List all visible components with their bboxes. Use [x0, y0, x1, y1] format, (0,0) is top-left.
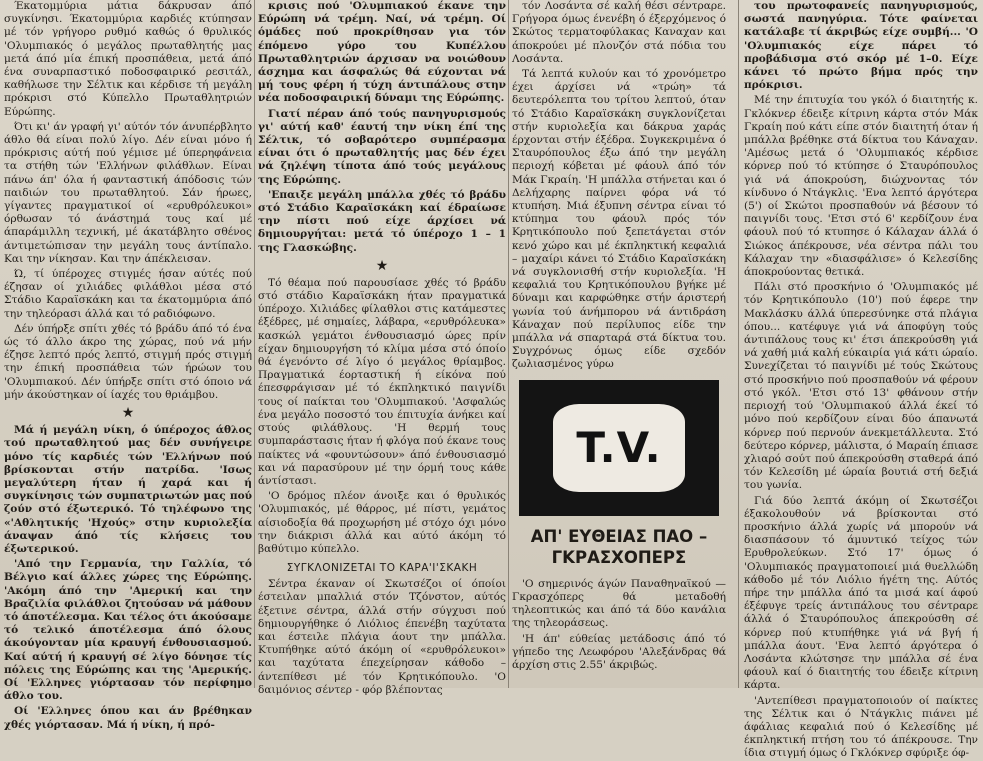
section-subheading: ΣΥΓΚΛΟΝΙΖΕΤΑΙ ΤΟ ΚΑΡΑ'Ι'ΣΚΑΚΗ: [286, 562, 478, 575]
column-4-paragraph: Μέ την έπιτυχία του γκόλ ό διαιτητής κ. Γκλόκνερ έδειξε κίτρινη κάρτα στόν Μάκ Γκραίη πού κάτι είπε στόν διαιτητή όταν ή μπάλλα βρέθηκε στά δίκτυα του Κάναχαν. 'Αμέσως μετά ό 'Ολυμπιακός κέρδισε κόρνερ πού τό κτύπησε ό Σταυρόπουλος γιά νά άποκρούση, διώχνοντας τόν κίνδυνο ό Ντάγκλις. 'Ενα λεπτό άργότερα (5') οί Σκώτοι προσπαθούν νά βέσουν τό παιγνίδι τους. 'Ετσι στό 6' κερδίζουν ένα φάουλ πού τό κτυπησε ό Κάλαχαν άλλά ό Σιώκος άπέκρουσε, νέα σέντρα πάλι του Κάλαχαν την «διασφάλισε» ό Κελεσίδης άποκρούοντας θετικά.: [744, 94, 978, 279]
column-1-paragraph: Ότι κι' άν γραφή γι' αύτόν τόν άνυπέρβλητο άθλο θά είναι πολύ λίγο. Δέν είναι μόνο ή πρόκρισις αύτή πού γέμισε μέ ύπερηφάνεια τα στήθη τών 'Ελλήνων φιλάθλων. Είναι πάνω άπ' όλα ή φανταστική άπόδοσις τών παιδιών του πρωταθλητού. Σάν ήρωες, γίγαντες πραγματικοί οί «ερυθρόλευκοι» όρθωσαν τό άνάστημά τους καί μέ άπαράμιλλη τεχνική, μέ άκατάβλητο σθένος άντιμετώπισαν την μεγάλη τους άντίπαλο. Και την νίκησαν. Και την άπέκλεισαν.: [4, 120, 252, 265]
column-3-paragraph: 'Ο σημερινός άγών Παναθηναϊκού — Γκρασχόπερς θά μεταδοθή τηλεοπτικώς και άπό τά δύο κανάλια της τηλεοράσεως.: [512, 577, 726, 630]
column-1-paragraph: Ώ, τί ύπέροχες στιγμές ήσαν αύτές πού έζησαν οί χιλιάδες φιλάθλοι μέσα στό Στάδιο Καραϊσκάκη και τα έκατομμύρια άπό την τηλεόρασι άλλά και τό ραδιόφωνο.: [4, 268, 252, 320]
star-separator: ★: [375, 257, 389, 274]
column-1-paragraph: Μά ή μεγάλη νίκη, ό ύπέροχος άθλος τού πρωταθλητού μας δέν συνήγειρε μόνο τίς καρδιές τών 'Ελλήνων πού βρίσκονται στήν πατρίδα. 'Ισως μεγαλύτερη ήταν ή χαρά και ή συγκίνησις τών συμπατριωτών μας πού ζούν στό έξωτερικό. Τό τηλέφωνο της «'Αθλητικής 'Ηχούς» στην κυριολεξία άναψαν άπό τίς κλήσεις του έξωτερικού.: [4, 424, 252, 555]
column-4-paragraph: Πάλι στό προσκήνιο ό 'Ολυμπιακός μέ τόν Κρητικόπουλο (10') πού έφερε την Μακλάσκυ άλλά ύπερεσύνηκε στά πλάγια όπου... κατέφυγε γιά νά άποφύγη τούς άντιπάλους τους κι' έτσι άπεκρούσθη γιά νά χαθή μιά καλή εύκαιρία γιά κάτι ώραίο. Συνεχίζεται τό παιγνίδι μέ τούς Σκώτους στό προσκήνιο πού προσπαθούν νά φέρουν στό γκόλ. 'Ετσι στό 13' φθάνουν στήν περιοχή τού 'Ολυμπιακού άλλά έκεί τό μόνο πού κερδίζουν είναι δύο άπανωτά κόρνερ πού περνούν άνεκμετάλλευτα. Στό δεύτερο κόρνερ, μάλιστα, ό Μαραίη έπιασε χλιαρό σούτ πού άπεκρούσθη σταθερά άπό τόν Κελεσίδη μέ ώραία βουτιά στή δεξιά του γωνία.: [744, 281, 978, 492]
tv-box: [519, 380, 719, 516]
column-2-paragraph: κρισις πού 'Ολυμπιακού έκανε την Εύρώπη νά τρέμη. Ναί, νά τρέμη. Οί όμάδες πού προκρίθησαν για τόν έπόμενο γύρο του Κυπέλλου Πρωταθλητριών άρχισαν να νοιώθουν άσχημα και άσφαλώς θά εύχονται νά μή τους φέρη ή τύχη άντιπάλους στην νέα ποδοσφαιρική δύναμι της Εύρώπης.: [258, 0, 506, 105]
tv-headline: ΑΠ' ΕΥΘΕΙΑΣ ΠΑΟ – ΓΚΡΑΣΧΟΠΕΡΣ: [530, 526, 708, 567]
column-3: [512, 0, 726, 688]
tv-screen-icon: [553, 404, 685, 492]
column-2-paragraph: Σέντρα έκαναν οί Σκωτσέζοι οί όποίοι έστειλαν μπαλλιά στόν Τζόνστον, αύτός έξετινε σέντρα, άλλά στήν σύγχυσι πού δημιουργήθηκε ό Λιόλιος έπενέβη ταχύτατα και έστειλε πλάγια άουτ την μπάλλα. Κτυπήθηκε αύτό άκόμη οί «ερυθρόλευκοι» και ταχύτατα έπεχείρησαν κάθοδο – άντεπίθεσι μέ τόν Κρητικόπουλο. 'Ο δαιμόνιος σέντερ - φόρ βλέποντας: [258, 578, 506, 696]
column-1-paragraph: 'Από την Γερμανία, την Γαλλία, τό Βέλγιο καί άλλες χώρες της Εύρώπης. 'Ακόμη άπό την 'Αμερική και την Βραζιλία φιλάθλοι ζητούσαν νά μάθουν τό άποτέλεσμα. Και τέλος ότι άκούσαμε τό τελικό άποτέλεσμα άπό όλους άκούγονταν μία κραυγή ένθουσιασμού. Καί αύτή ή κραυγή σέ λίγο δόνησε τίς πόλεις της Εύρώπης και της 'Αμερικής. Οί 'Ελληνες γιόρτασαν τόν περίφημο άθλο του.: [4, 558, 252, 703]
column-2-paragraph: Τό θέαμα πού παρουσίασε χθές τό βράδυ στό στάδιο Καραϊσκάκη ήταν πραγματικά ύπέροχο. Χιλιάδες φίλαθλοι στις κατάμεστες έξέδρες, μέ σημαίες, λάβαρα, «ερυθρόλευκα» κασκώλ γεμάτοι ένθουσιασμό ώρες πρίν είχαν δημιουργήση τό κλίμα μέσα στό όποίο θά έγενόντο σέ λίγο ό μεγάλος θρίαμβος. Πραγματικά έορταστική ή είκόνα πού έπεσφράγισαν μέ τό έκπληκτικό παιγνίδι τους οί παίκται του 'Ολυμπιακού. 'Ασφαλώς ένα μεγάλο ποσοστό του έπιτυχία άνήκει καί στούς φιλάθλους. 'Η θερμή τους συμπαράστασις ήταν ή φλόγα πού έκανε τους παίκτες νά «φουντώσουν» άπό ένθουσιασμό και νά παρασύρουν μέ την όρμή τους κάθε άντίστασι.: [258, 276, 506, 487]
column-1-paragraph: Δέν ύπήρξε σπίτι χθές τό βράδυ άπό τό ένα ώς τό άλλο άκρο της χώρας, πού νά μήν έζησε λεπτό πρός λεπτό, στιγμή πρός στιγμή την έπική προσπάθεια τών ήρώων του 'Ολυμπιακού. Δέν ύπήρξε σπίτι στό όποιο νά μήν άκούστηκαν οί ίαχές του θριάμβου.: [4, 322, 252, 401]
column-1-paragraph: Έκατομμύρια μάτια δάκρυσαν άπό συγκίνησι. Έκατομμύρια καρδιές κτύπησαν μέ τόν γρήγορο ρυθμό καθώς ό θρυλικός 'Ολυμπιακός ό μεγάλος πρωταθλητής μας μετά άπό μία έπική προσπάθεια, μετά άπό ένα συναρπαστικό ποδοσφαιρικό ρεσιτάλ, καθήλωσε την Σέλτικ και κέρδισε τή μεγάλη πρόκρισι στό Κύπελλο Πρωταθλητριών Εύρώπης.: [4, 0, 252, 118]
column-2: [258, 0, 506, 696]
column-1-paragraph: Οί 'Ελληνες όπου και άν βρέθηκαν χθές γιόρτασαν. Μά ή νίκη, ή πρό-: [4, 705, 252, 731]
column-4: [744, 0, 978, 760]
column-divider: [254, 0, 255, 688]
column-4-paragraph: του πρωτοφανείς πανηγυρισμούς, σωστά πανηγύρια. Τότε φαίνεται κατάλαβε τί άκριβώς είχε συμβή... 'Ο 'Ολυμπιακός είχε πάρει τό προβάδισμα στό σκόρ μέ 1–0. Είχε κάνει τό πρώτο βήμα πρός την πρόκρισι.: [744, 0, 978, 92]
column-1: [4, 0, 252, 731]
column-2-paragraph: Γιατί πέραν άπό τούς πανηγυρισμούς γι' αύτή καθ' έαυτή την νίκη έπί της Σέλτικ, τό σοβαρότερο συμπέρασμα είναι ότι ό πρωταθλητής μας δέν έχει νά ζηλέψη τίποτα άπό τούς μεγάλους της Εύρώπης.: [258, 107, 506, 186]
column-2-paragraph: 'Επαιξε μεγάλη μπάλλα χθές τό βράδυ στό Στάδιο Καραϊσκάκη καί έδραίωσε την πίστι πού είχε άρχίσει νά δημιουργήται: μετά τό ύπέροχο 1 – 1 της Γλασκώβης.: [258, 188, 506, 254]
column-divider: [738, 0, 739, 688]
column-2-paragraph: 'Ο δρόμος πλέον άνοιξε και ό θρυλικός 'Ολυμπιακός, μέ θάρρος, μέ πίστι, γεμάτος αίσιοδοξία θά προχωρήση μέ στόχο όχι μόνο την διάκρισι άλλά και αύτό άκόμη τό βαθύτιμο κύπελλο.: [258, 490, 506, 555]
star-separator: ★: [121, 405, 135, 422]
column-4-paragraph: 'Αντεπίθεσι πραγματοποιούν οί παίκτες της Σέλτικ και ό Ντάγκλις πιάνει μέ άφάλιας κεφαλιά πού ό Κελεσίδης μέ έκπληκτική πτήση του τό άπέκρουσε. Την ίδια στιγμή όμως ό Γκλόκνερ σφύριξε όφ-: [744, 694, 978, 760]
tv-label: T.V.: [576, 423, 662, 473]
column-4-paragraph: Γιά δύο λεπτά άκόμη οί Σκωτσέζοι έξακολουθούν νά βρίσκονται στό προσκήνιο άλλά χωρίς νά μπορούν νά διασπάσουν τό άμυντικό τείχος τών Ερυθρολεύκων. Στό 17' όμως ό 'Ολυμπιακός πραγματοποιεί μιά θυελλώδη κάθοδο μέ τόν Λιόλιο ήγέτη της. Αύτός πήρε την μπάλλα άπό τα μισά καί άφού έξέφυγε τρείς άντιπάλους του σέντραρε άλλά ό Σταυρόπουλος άπεκρούσθη σέ κόρνερ πού κτυπήθηκε γιά νά βγή ή μπάλλα άουτ. 'Ενα λεπτό άργότερα ό Λοσάντα κλώτσησε την μπάλλα σέ ένα φάουλ καί ό διαιτητής του έδειξε κίτρινη κάρτα.: [744, 494, 978, 692]
column-3-paragraph: 'Η άπ' εύθείας μετάδοσις άπό τό γήπεδο της Λεωφόρου 'Αλεξάνδρας θά άρχίση στις 2.55' άκριβώς.: [512, 632, 726, 671]
column-divider: [508, 0, 509, 688]
column-3-paragraph: Τά λεπτά κυλούν και τό χρονόμετρο έχει άρχίσει νά «τρώη» τά δευτερόλεπτα του τρίτου λεπτού, όταν τό Στάδιο Καραϊσκάκη συγκλονίζεται στήν κυριολεξία και δάκρυα χαράς έρχονται στήν έξέδρα. Συγκεκριμένα ό Σταυρόπουλος έξω άπό την μεγάλη περιοχή κόβεται μέ φάουλ άπό τόν Μάκ Γκραίη. 'Η μπάλλα στήνεται και ό Δελήχαρης παίρνει φόρα νά τό κτυπήση. Μιά έξυπνη σέντρα είναι τό κτύπημα του φάουλ πρός τόν Κρητικόπουλο πού ξεπετάγεται στόν κενό χώρο και μέ έκπληκτική κεφαλιά – μαχαίρι κάνει τό Στάδιο Καραϊσκάκη νά συγκλονισθή στήν κυριολεξία. 'Η κεφαλιά του Κρητικόπουλου βγήκε μέ δύναμι και καρφώθηκε στήν άριστερή γωνία τού άνήμπορου νά άντιδράση Κάναχαν πού περίλυπος είδε την μπάλλα νά σπαρταρά στά δίκτυα του. Συγχρόνως όμως είδε σχεδόν ζωλιασμένος γύρω: [512, 68, 726, 371]
column-3-paragraph: τόν Λοσάντα σέ καλή θέσι σέντραρε. Γρήγορα όμως ένενέβη ό έξερχόμενος ό Σκώτος τερματοφύλακας Καναχαν και άποκρούει μέ πλονζόν στά πόδια του Λοσάντα.: [512, 0, 726, 65]
